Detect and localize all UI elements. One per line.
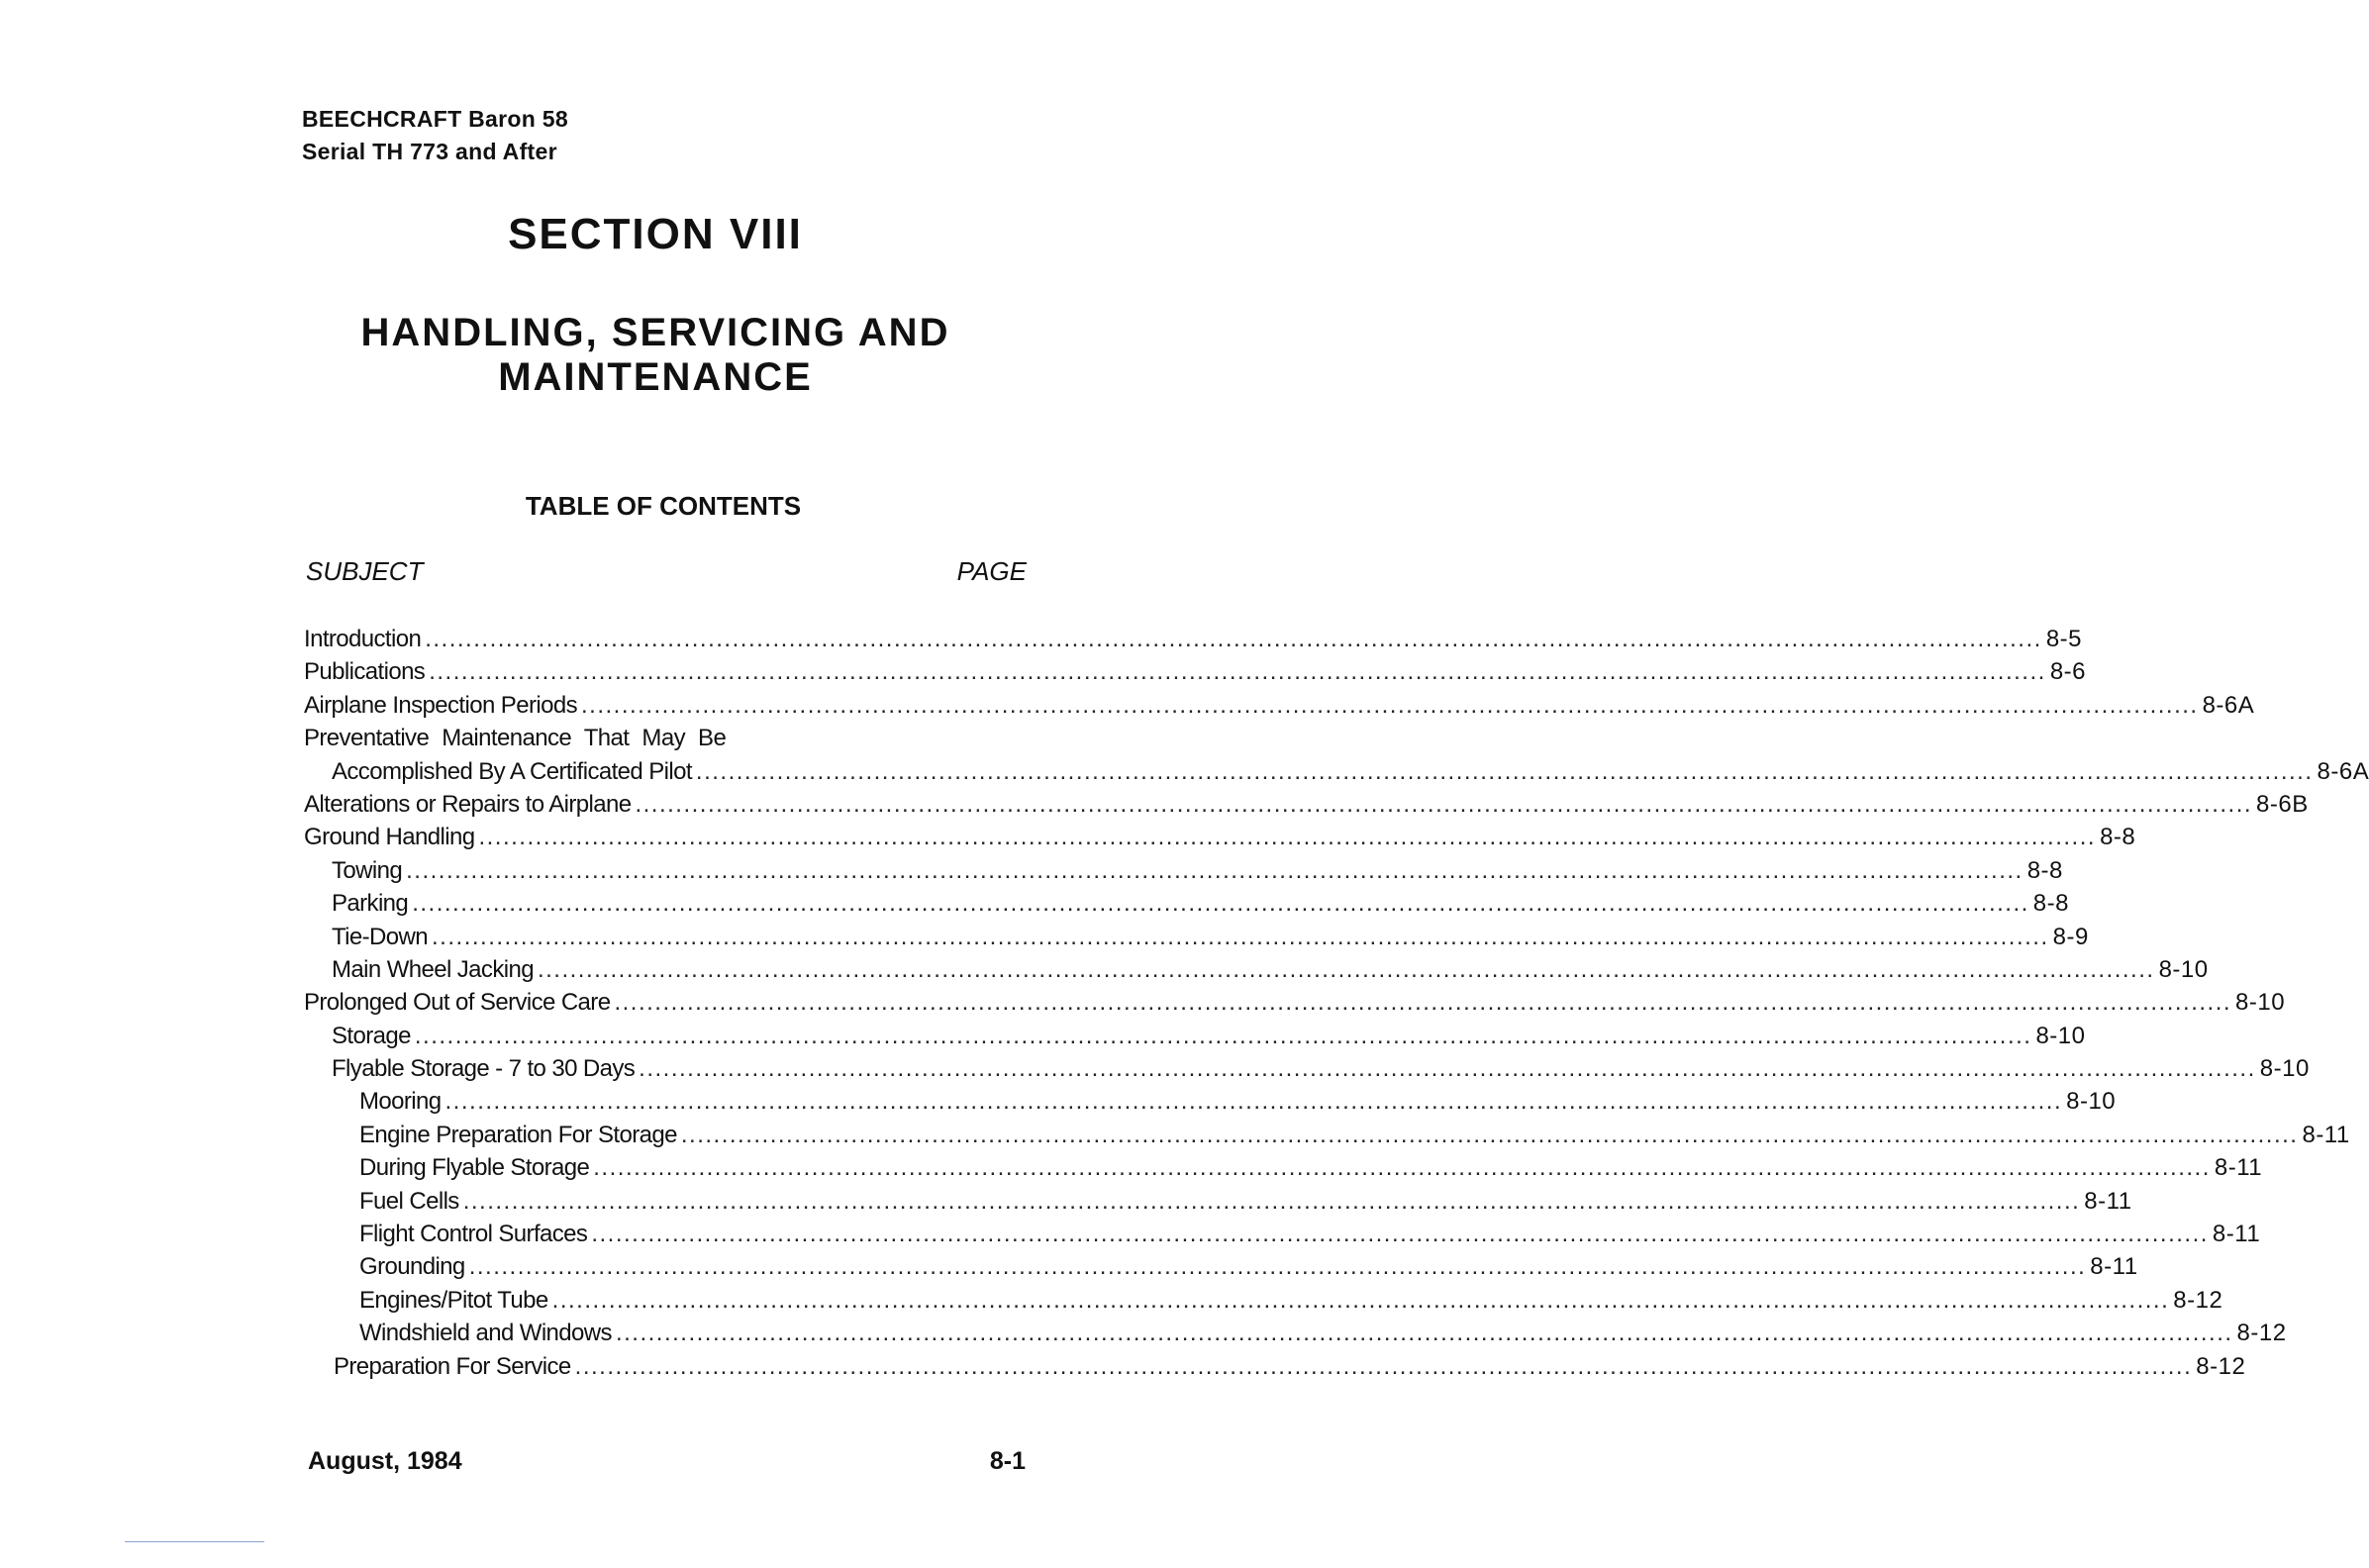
dot-leader: ........................................................................................................................................................................................................: [635, 790, 2253, 818]
toc-entry-text: Windshield and Windows: [359, 1320, 612, 1347]
toc-entry: [304, 1284, 2223, 1317]
toc-entry-page: 8-11: [2084, 1187, 2132, 1215]
toc-entry-page: 8-11: [2212, 1221, 2261, 1248]
toc-entry: [304, 1085, 2117, 1118]
toc-entry-page: 8-10: [2259, 1055, 2310, 1083]
header-model: BEECHCRAFT Baron 58: [302, 106, 568, 132]
toc-entry-page: 8-5: [2045, 626, 2082, 652]
toc-entry-page: 8-9: [2052, 923, 2089, 950]
toc-entry-page: 8-10: [2066, 1088, 2117, 1116]
dot-leader: ........................................................................................................................................................................................................: [432, 923, 2049, 950]
toc-entry: [304, 1020, 2086, 1052]
toc-entry-text: Towing: [332, 856, 403, 884]
toc-entry-text: Flyable Storage - 7 to 30 Days: [332, 1055, 636, 1083]
dot-leader: ........................................................................................................................................................................................................: [478, 824, 2097, 851]
dot-leader: ........................................................................................................................................................................................................: [444, 1088, 2063, 1116]
toc-entry: [304, 953, 2209, 986]
corner-rule: [125, 1541, 264, 1542]
dot-leader: ........................................................................................................................................................................................................: [614, 989, 2232, 1017]
toc-entry-page: 8-12: [2196, 1352, 2246, 1380]
toc-entry-text: Main Wheel Jacking: [332, 955, 534, 983]
toc-entry: [304, 689, 2255, 722]
page-column-header: PAGE: [956, 556, 1027, 586]
section-subtitle-line-2: MAINTENANCE: [498, 355, 813, 399]
dot-leader: ........................................................................................................................................................................................................: [462, 1187, 2081, 1215]
dot-leader: ........................................................................................................................................................................................................: [429, 658, 2046, 686]
toc-entry-page: 8-10: [2158, 955, 2209, 983]
toc-entry-text: Preventative Maintenance That May Be: [304, 725, 727, 752]
toc-entry: [304, 1317, 2287, 1349]
dot-leader: ........................................................................................................................................................................................................: [593, 1154, 2211, 1182]
section-subtitle: [0, 311, 1311, 400]
toc-entry: [304, 1350, 2246, 1383]
toc-entry: [304, 755, 2369, 788]
dot-leader: ........................................................................................................................................................................................................: [414, 1022, 2032, 1049]
toc-entry: [304, 1151, 2263, 1184]
toc-entry-text: Tie-Down: [332, 923, 429, 950]
toc-entry-text: Alterations or Repairs to Airplane: [304, 790, 632, 818]
dot-leader: ........................................................................................................................................................................................................: [680, 1121, 2299, 1148]
toc-entry-text: Parking: [332, 890, 409, 918]
toc-entry-page: 8-12: [2236, 1320, 2287, 1347]
toc-entry: [304, 887, 2069, 920]
toc-entry-page: 8-6A: [2317, 757, 2369, 785]
toc-entry-page: 8-6A: [2202, 691, 2255, 719]
toc-entry: [304, 1218, 2261, 1250]
toc-entry-page: 8-8: [2032, 890, 2069, 918]
toc-entry-text: Storage: [332, 1022, 411, 1049]
dot-leader: ........................................................................................................................................................................................................: [639, 1055, 2256, 1083]
dot-leader: ........................................................................................................................................................................................................: [580, 691, 2199, 719]
toc-entry: [304, 1185, 2132, 1218]
toc-entry-text: Ground Handling: [304, 824, 475, 851]
header-serial: Serial TH 773 and After: [302, 139, 557, 164]
subject-column-header: SUBJECT: [306, 556, 424, 586]
toc-entry-page: 8-6: [2049, 658, 2086, 686]
section-title: SECTION VIII: [508, 210, 803, 258]
dot-leader: ........................................................................................................................................................................................................: [406, 856, 2024, 884]
toc-entry-page: 8-6B: [2256, 790, 2309, 818]
toc-entry: [304, 1119, 2350, 1151]
toc-entry: [304, 623, 2082, 655]
dot-leader: ........................................................................................................................................................................................................: [551, 1286, 2170, 1314]
dot-leader: ........................................................................................................................................................................................................: [574, 1352, 2193, 1380]
toc-entry: [304, 655, 2086, 688]
toc-title: TABLE OF CONTENTS: [525, 491, 802, 521]
toc-entry-text: Mooring: [359, 1088, 442, 1116]
toc-entry-text: Accomplished By A Certificated Pilot: [332, 757, 692, 785]
toc-entry-page: 8-12: [2173, 1286, 2223, 1314]
footer-date: August, 1984: [308, 1447, 462, 1475]
document-header: [302, 103, 568, 168]
footer-page-number: 8-1: [989, 1447, 1026, 1475]
section-subtitle-line-1: HANDLING, SERVICING AND: [360, 311, 950, 354]
toc-entry-text: Introduction: [304, 626, 422, 652]
toc-entry-text: Engines/Pitot Tube: [359, 1286, 548, 1314]
dot-leader: ........................................................................................................................................................................................................: [425, 626, 2042, 652]
toc-entry-page: 8-8: [2026, 856, 2063, 884]
toc-entry: [304, 788, 2309, 821]
toc-entry: [304, 722, 1028, 754]
toc-entry: [304, 986, 2286, 1019]
toc-entry-page: 8-10: [2235, 989, 2286, 1017]
dot-leader: ........................................................................................................................................................................................................: [537, 955, 2155, 983]
table-of-contents: [304, 623, 2369, 1383]
toc-entry-text: Prolonged Out of Service Care: [304, 989, 611, 1017]
toc-entry-page: 8-11: [2302, 1121, 2350, 1148]
toc-entry: [304, 1052, 2310, 1085]
toc-entry-text: Publications: [304, 658, 426, 686]
toc-entry-page: 8-11: [2214, 1154, 2263, 1182]
toc-entry-text: Airplane Inspection Periods: [304, 691, 577, 719]
dot-leader: ........................................................................................................................................................................................................: [695, 757, 2314, 785]
toc-entry-text: Engine Preparation For Storage: [359, 1121, 677, 1148]
toc-entry-page: 8-8: [2100, 824, 2136, 851]
toc-entry-text: During Flyable Storage: [359, 1154, 590, 1182]
toc-entry-text: Grounding: [359, 1253, 465, 1281]
dot-leader: ........................................................................................................................................................................................................: [412, 890, 2029, 918]
dot-leader: ........................................................................................................................................................................................................: [468, 1253, 2087, 1281]
toc-entry-text: Preparation For Service: [334, 1352, 571, 1380]
toc-entry: [304, 854, 2063, 887]
toc-entry-page: 8-11: [2090, 1253, 2138, 1281]
toc-entry-text: Flight Control Surfaces: [359, 1221, 588, 1248]
dot-leader: ........................................................................................................................................................................................................: [615, 1320, 2233, 1347]
toc-entry: [304, 821, 2136, 853]
toc-entry-page: 8-10: [2035, 1022, 2086, 1049]
toc-entry: [304, 921, 2089, 953]
dot-leader: ........................................................................................................................................................................................................: [591, 1221, 2209, 1248]
toc-entry: [304, 1250, 2138, 1283]
toc-entry-text: Fuel Cells: [359, 1187, 459, 1215]
